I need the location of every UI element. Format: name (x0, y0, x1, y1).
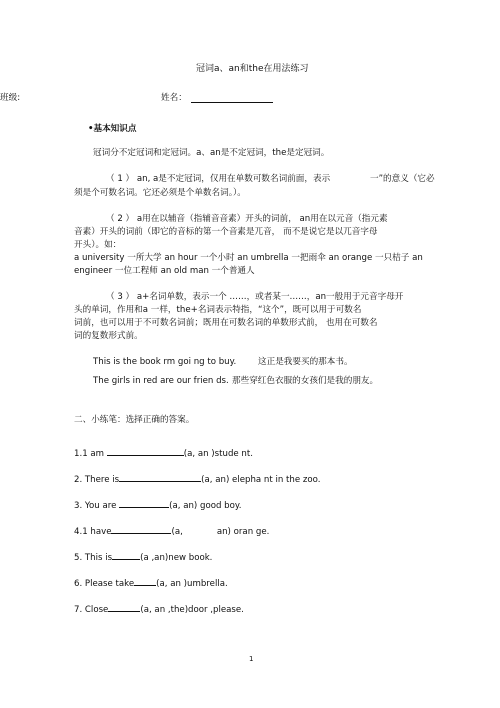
exercise-1-blank[interactable] (107, 446, 184, 456)
exercise-4-prefix: 4.1 have (74, 527, 112, 537)
exercise-6-blank[interactable] (134, 576, 156, 586)
exercise-2-blank[interactable] (119, 472, 201, 482)
name-label: 姓名： (161, 93, 187, 103)
intro-text: 冠词分不定冠词和定冠词。a、an是不定冠词，the是定冠词。 (93, 148, 330, 158)
exercise-7-suffix: (a, an ,the)door ,please. (140, 605, 244, 615)
rule3-line4: 词的复数形式前。 (74, 331, 143, 341)
exercise-6-suffix: (a, an )umbrella. (156, 579, 228, 589)
exercise-3-prefix: 3. You are (74, 501, 117, 511)
exercise-5 (74, 550, 212, 564)
exercise-7 (74, 602, 244, 616)
rule3-line1: （ 3 ） a+名词单数，表示一个 ……，或者某一……，an一般用于元音字母开 (106, 292, 404, 302)
exercise-4 (74, 524, 269, 538)
exercise-2-suffix: (a, an) elepha nt in the zoo. (201, 475, 321, 485)
practice-heading: 二、小练笔：选择正确的答案。 (74, 415, 195, 425)
example-1-zh: 这正是我要买的那本书。 (258, 357, 353, 367)
example-1-en: This is the book rm goi ng to buy. (93, 357, 237, 367)
name-blank (191, 93, 273, 103)
exercise-1-prefix: 1.1 am (74, 449, 105, 459)
exercise-4-suffix: (a, (171, 527, 183, 537)
example-2-zh: 那些穿红色衣服的女孩们是我的朋友。 (232, 376, 379, 386)
rule1-line1a: （ 1 ） an, a是不定冠词，仅用在单数可数名词前面，表示 (106, 174, 331, 184)
rule2-line2: 音素）开头的词前（即它的音标的第一个音素是兀音， 而不是说它是以兀音字母 (74, 227, 378, 237)
basics-heading: •基本知识点 (88, 124, 137, 134)
exercise-3-suffix: (a, an) good boy. (169, 501, 242, 511)
exercise-5-prefix: 5. This is (74, 553, 113, 563)
rule2-line3: 开头）。如： (74, 240, 122, 250)
exercise-7-prefix: 7. Close (74, 605, 109, 615)
page-title: 冠词a、an和the在用法练习 (196, 64, 309, 74)
exercise-5-blank[interactable] (112, 550, 140, 560)
rule3-line3: 词前，也可以用于不可数名词前；既用在可数名词的单数形式前， 也用在可数名 (74, 318, 378, 328)
rule1-line2: 须是个可数名词。它还必须是个单数名词。）。 (74, 188, 246, 198)
rule3-line2: 头的单词，作用和a 一样，the+名词表示特指，“这个”，既可以用于可数名 (74, 305, 362, 315)
exercise-6-prefix: 6. Please take (74, 579, 135, 589)
page-number: 1 (249, 655, 254, 663)
exercise-3 (74, 498, 241, 512)
rule2-line4: a university 一所大学 an hour 一个小时 an umbrella 一把雨伞 an orange 一只桔子 an (74, 253, 423, 263)
exercise-2 (74, 472, 320, 486)
exercise-4-suffix2: an) oran ge. (216, 527, 270, 537)
exercise-3-blank[interactable] (119, 498, 169, 508)
example-2-en: The girls in red are our frien ds. (93, 376, 229, 386)
rule1-line1b: 一”的意义（它必 (370, 174, 435, 184)
exercise-1-suffix: (a, an )stude nt. (183, 449, 253, 459)
rule2-line1: （ 2 ） a用在以辅音（指辅音音素）开头的词前， an用在以元音（指元素 (106, 214, 388, 224)
exercise-5-suffix: (a ,an)new book. (140, 553, 213, 563)
exercise-1 (74, 446, 253, 460)
class-label: 班级: (0, 93, 21, 103)
exercise-4-blank[interactable] (111, 524, 171, 534)
rule2-line5: engineer 一位工程师 an old man 一个普通人 (74, 266, 255, 276)
exercise-2-prefix: 2. There is (74, 475, 120, 485)
exercise-6 (74, 576, 228, 590)
exercise-7-blank[interactable] (108, 602, 140, 612)
